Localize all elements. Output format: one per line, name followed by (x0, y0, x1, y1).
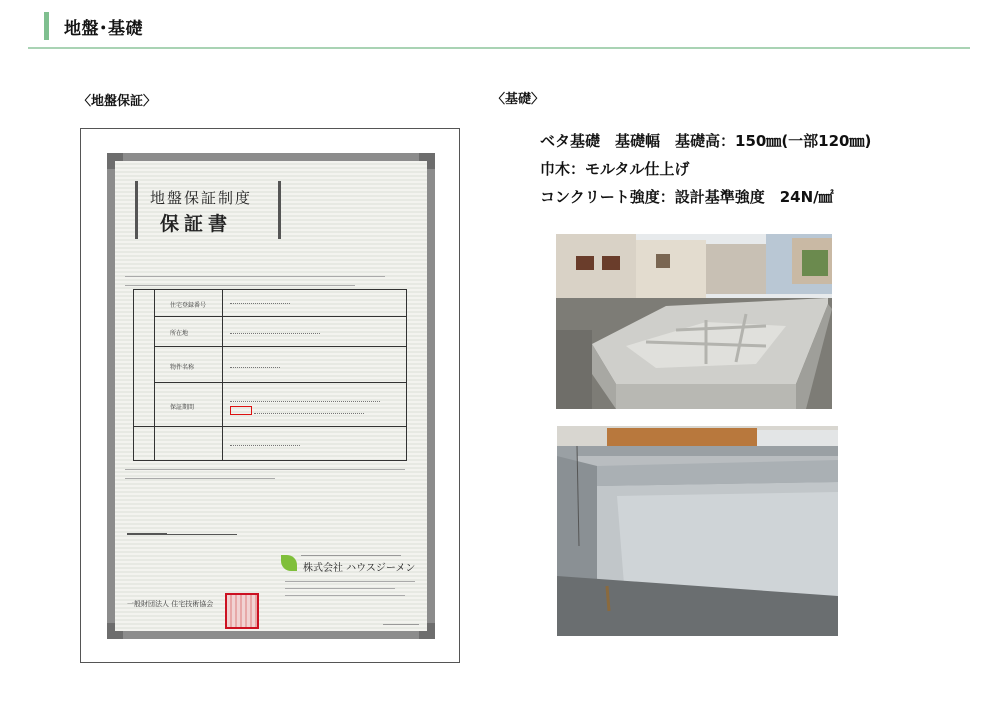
certificate-paper (115, 161, 427, 631)
foundation-photo-overview-graphic (556, 234, 832, 409)
header-accent-bar (44, 12, 49, 40)
red-seal-stamp (225, 593, 259, 629)
row-label-guarantee-period: 保証期間 (170, 404, 195, 411)
certificate-code (383, 622, 419, 625)
row-label-location: 所在地 (170, 330, 189, 337)
spec-foundation-type: ベタ基礎 基礎幅 基礎高：150㎜(一部120㎜) (540, 132, 872, 150)
spec-baseboard: 巾木：モルタル仕上げ (540, 160, 690, 178)
ground-guarantee-certificate (80, 128, 460, 663)
certificate-title: 保証書 (160, 213, 233, 235)
certificate-note-text (125, 464, 415, 479)
foundation-photo-interior (557, 426, 838, 636)
row-label-property-name: 物件名称 (170, 364, 195, 371)
header-divider (28, 47, 970, 49)
foundation-photo-overview (556, 234, 832, 409)
leaf-logo-icon (281, 555, 297, 571)
section-label-foundation: 〈基礎〉 (492, 92, 545, 107)
certificate-footer-org: 一般財団法人 住宅技術協会 (127, 600, 214, 608)
table-divider (154, 346, 406, 347)
section-label-ground-guarantee: 〈地盤保証〉 (78, 94, 157, 109)
foundation-specs (540, 127, 871, 211)
issuer-subtext (301, 553, 401, 556)
page-title: 地盤･基礎 (64, 19, 143, 39)
issuer-name: 株式会社 ハウスジーメン (303, 563, 416, 574)
table-divider (154, 316, 406, 317)
spec-concrete-strength: コンクリート強度：設計基準強度 24N/㎟ (540, 188, 834, 206)
table-divider (154, 382, 406, 383)
certificate-table (133, 289, 407, 461)
certificate-border (107, 153, 435, 639)
certificate-title-system: 地盤保証制度 (150, 189, 253, 207)
issuer-address (285, 577, 415, 596)
highlight-box (230, 406, 252, 415)
foundation-photo-interior-graphic (557, 426, 838, 636)
row-label-registration-number: 住宅登録番号 (170, 302, 207, 309)
certificate-guarantor-block (127, 533, 237, 535)
table-divider (134, 426, 406, 427)
certificate-intro-text (125, 271, 415, 286)
certificate-heading-box (135, 181, 281, 239)
